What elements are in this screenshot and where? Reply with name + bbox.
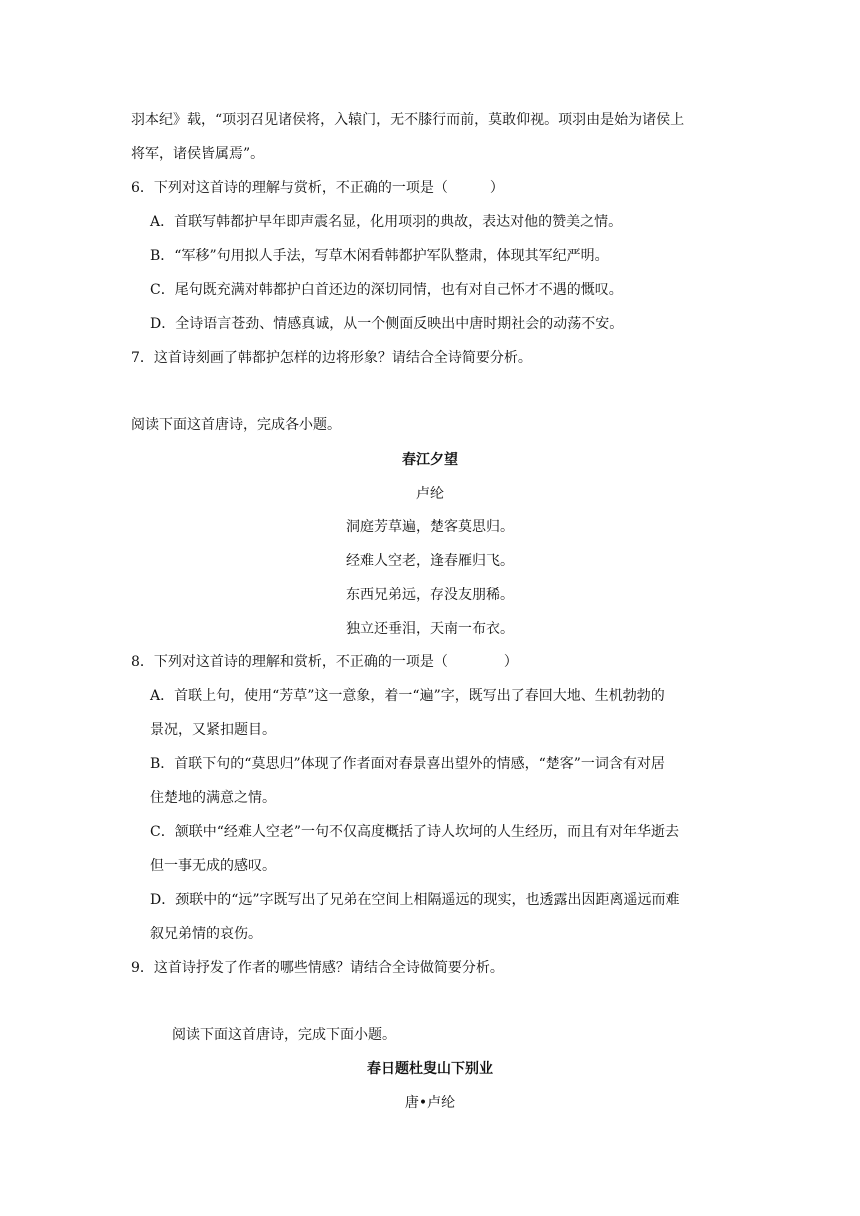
question-6-stem: 6．下列对这首诗的理解与赏析，不正确的一项是（ ） [131,180,504,196]
question-8-option-b-line-2: 住楚地的满意之情。 [150,790,276,806]
poem-2-title: 春日题杜叟山下别业 [367,1061,493,1077]
section-3-instruction: 阅读下面这首唐诗，完成下面小题。 [172,1027,396,1043]
question-6-option-b: B．“军移”句用拟人手法，写草木闲看韩都护军队整肃，体现其军纪严明。 [150,248,609,264]
question-8-option-d-line-1: D．颈联中的“远”字既写出了兄弟在空间上相隔遥远的现实，也透露出因距离遥远而难 [150,892,680,908]
poem-title: 春江夕望 [402,452,458,468]
question-6-option-a: A．首联写韩都护早年即声震名显，化用项羽的典故，表达对他的赞美之情。 [150,214,623,230]
poem-line-4: 独立还垂泪，天南一布衣。 [346,621,514,637]
question-8-option-d-line-2: 叙兄弟情的哀伤。 [150,926,262,942]
question-8-option-c-line-2: 但一事无成的感叹。 [150,858,276,874]
poem-line-3: 东西兄弟远，存没友朋稀。 [346,587,514,603]
question-6-option-d: D．全诗语言苍劲、情感真诚，从一个侧面反映出中唐时期社会的动荡不安。 [150,316,624,332]
question-8-option-b-line-1: B．首联下句的“莫思归”体现了作者面对春景喜出望外的情感，“楚客”一词含有对居 [150,756,665,772]
poem-line-1: 洞庭芳草遍，楚客莫思归。 [346,519,514,535]
question-9: 9．这首诗抒发了作者的哪些情感？请结合全诗做简要分析。 [131,960,504,976]
question-7: 7．这首诗刻画了韩都护怎样的边将形象？请结合全诗简要分析。 [131,350,532,366]
poem-line-2: 经难人空老，逢春雁归飞。 [346,553,514,569]
question-8-option-a-line-1: A．首联上句，使用“芳草”这一意象，着一“遍”字，既写出了春回大地、生机勃勃的 [150,688,665,704]
question-8-option-c-line-1: C．颔联中“经难人空老”一句不仅高度概括了诗人坎坷的人生经历，而且有对年华逝去 [150,824,680,840]
question-8-stem: 8．下列对这首诗的理解和赏析，不正确的一项是（ ） [131,654,518,670]
section-2-instruction: 阅读下面这首唐诗，完成各小题。 [131,417,341,433]
poem-2-author: 唐•卢纶 [404,1095,456,1111]
poem-author: 卢纶 [416,486,444,502]
intro-line-1: 羽本纪》载，“项羽召见诸侯将，入辕门，无不膝行而前，莫敢仰视。项羽由是始为诸侯上 [131,112,685,128]
question-6-option-c: C．尾句既充满对韩都护白首还边的深切同情，也有对自己怀才不遇的慨叹。 [150,282,623,298]
intro-line-2: 将军，诸侯皆属焉”。 [131,146,265,162]
question-8-option-a-line-2: 景况，又紧扣题目。 [150,722,276,738]
